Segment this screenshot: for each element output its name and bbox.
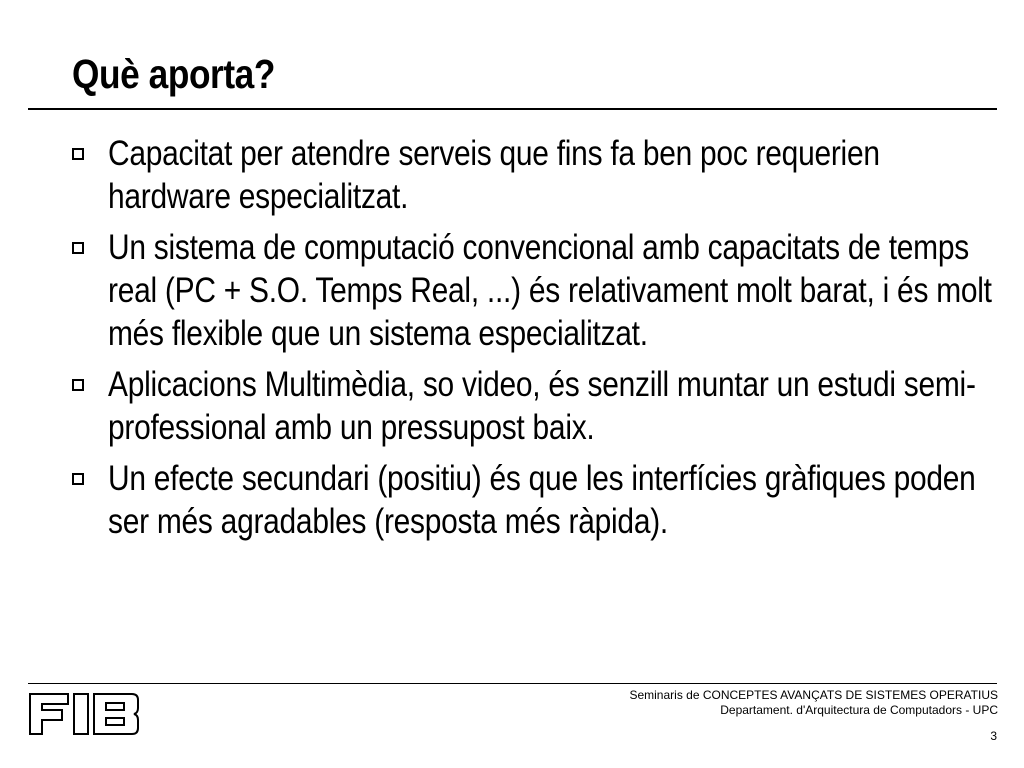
bullet-item [72,363,976,449]
bullet-text: Capacitat per atendre serveis que fins fa ben poc requerien hardware especialitzat. [108,134,880,216]
bullet-item [72,226,992,355]
bullet-item [72,132,972,218]
footer-text [629,688,998,718]
bullet-text: Aplicacions Multimèdia, so video, és senzill muntar un estudi semi-professional amb un pressupost baix. [108,365,976,447]
hollow-square-icon [72,148,84,160]
footer-course-name: Seminaris de CONCEPTES AVANÇATS DE SISTEMES OPERATIUS [629,688,998,702]
bullet-item [72,457,976,543]
bullet-text: Un efecte secundari (positiu) és que les interfícies gràfiques poden ser més agradables (resposta més ràpida). [108,459,976,541]
bullet-text: Un sistema de computació convencional amb capacitats de temps real (PC + S.O. Temps Real, ...) és relativament molt barat, i és molt més flexible que un sistema especialitzat. [108,228,992,353]
slide-title: Què aporta? [72,51,275,97]
hollow-square-icon [72,473,84,485]
footer-divider [28,683,997,684]
hollow-square-icon [72,379,84,391]
title-divider [28,108,997,110]
footer-department: Departament. d'Arquitectura de Computadors - UPC [720,703,998,717]
hollow-square-icon [72,242,84,254]
page-number: 3 [990,729,997,743]
bullet-list [72,132,992,551]
fib-logo-icon [28,690,140,736]
